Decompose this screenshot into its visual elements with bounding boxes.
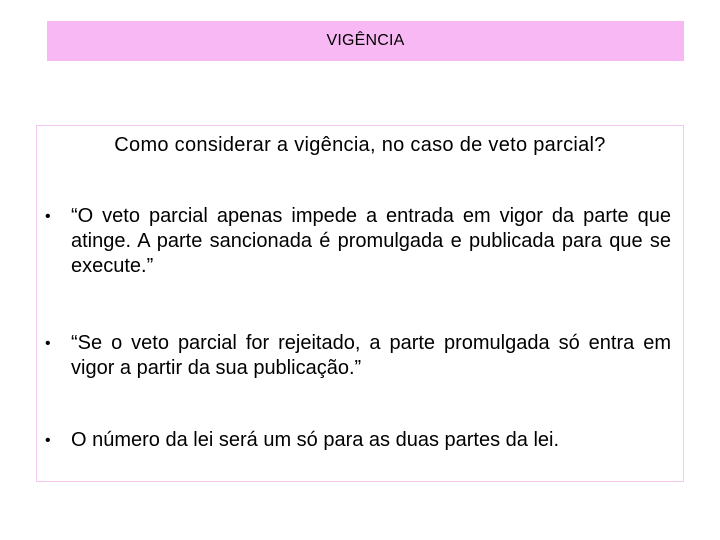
bullet-text: “Se o veto parcial for rejeitado, a parte promulgada só entra em vigor a partir da sua publicação.” (71, 332, 671, 379)
slide-title-bar (47, 21, 684, 61)
content-box (36, 125, 684, 482)
bullet-icon: • (45, 208, 51, 225)
bullet-item (45, 204, 671, 279)
slide-title: VIGÊNCIA (326, 32, 405, 49)
bullet-text: “O veto parcial apenas impede a entrada em vigor da parte que atinge. A parte sancionada é promulgada e publicada para que se execute.” (71, 205, 671, 277)
bullet-item (45, 428, 671, 453)
bullet-icon: • (45, 335, 51, 352)
bullet-item (45, 331, 671, 381)
question-heading: Como considerar a vigência, no caso de veto parcial? (114, 134, 606, 156)
bullet-list (37, 126, 683, 481)
bullet-icon: • (45, 432, 51, 449)
bullet-text: O número da lei será um só para as duas partes da lei. (71, 429, 560, 451)
